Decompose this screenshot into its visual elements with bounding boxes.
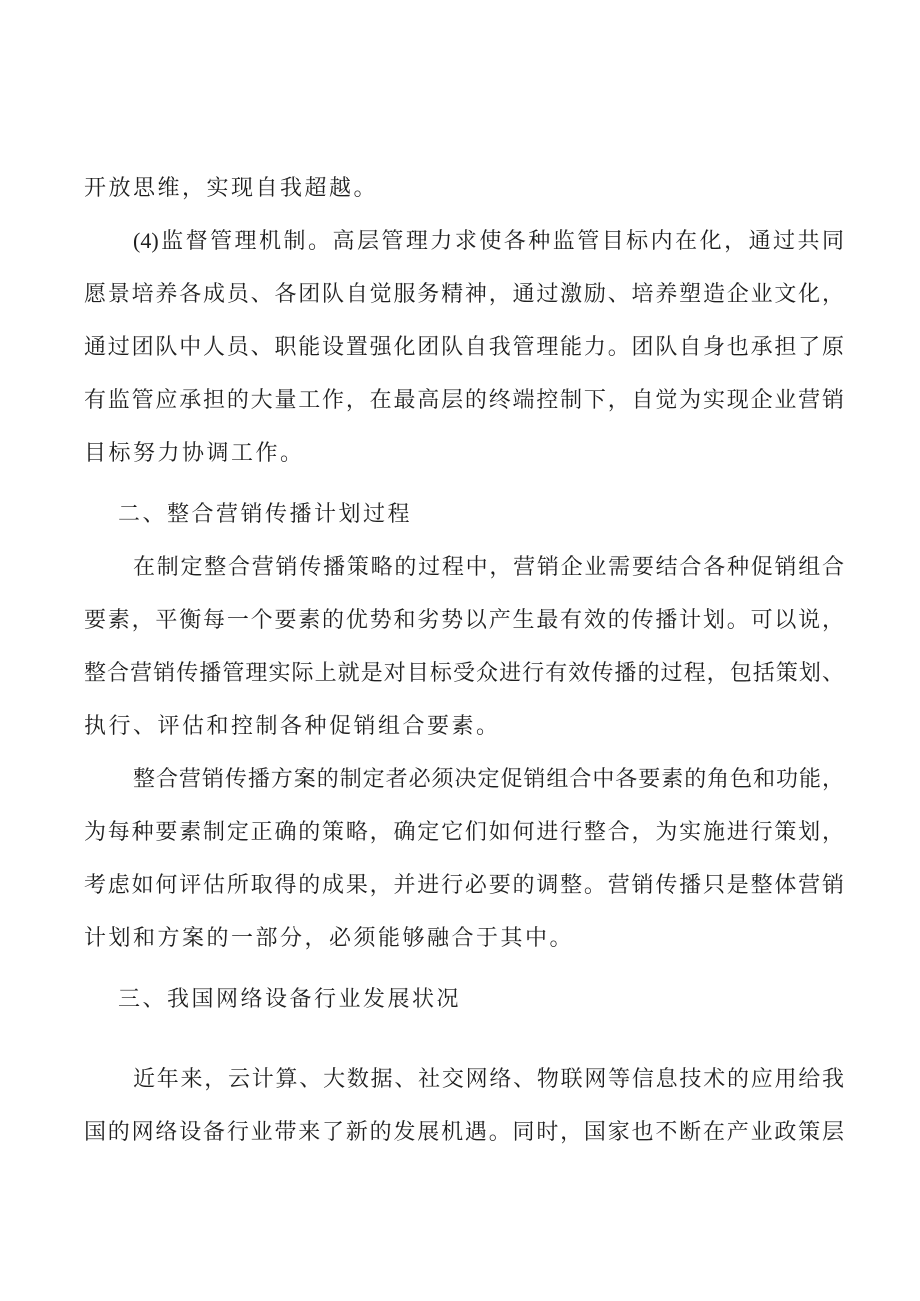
text-line: 国的网络设备行业带来了新的发展机遇。同时，国家也不断在产业政策层 — [84, 1119, 844, 1144]
paragraph-imc-planning-1 — [84, 540, 844, 752]
text-line: 执行、评估和控制各种促销组合要素。 — [84, 713, 501, 738]
document-body — [84, 161, 844, 1158]
text-line: 整合营销传播方案的制定者必须决定促销组合中各要素的角色和功能， — [133, 766, 844, 791]
text-line: 整合营销传播管理实际上就是对目标受众进行有效传播的过程，包括策划、 — [84, 660, 844, 685]
text-line: 考虑如何评估所取得的成果，并进行必要的调整。营销传播只是整体营销 — [84, 872, 844, 897]
paragraph-continuation — [84, 161, 844, 214]
heading-line: 二、整合营销传播计划过程 — [118, 501, 413, 526]
section-heading-2 — [84, 487, 844, 540]
text-line: (4)监督管理机制。高层管理力求使各种监管目标内在化，通过共同 — [133, 228, 844, 253]
paragraph-network-industry — [84, 1052, 844, 1158]
text-line: 要素，平衡每一个要素的优势和劣势以产生最有效的传播计划。可以说， — [84, 607, 844, 632]
text-line: 有监管应承担的大量工作，在最高层的终端控制下，自觉为实现企业营销 — [84, 387, 844, 412]
text-line: 目标努力协调工作。 — [84, 440, 305, 465]
heading-line: 三、我国网络设备行业发展状况 — [118, 986, 462, 1011]
text-line: 计划和方案的一部分，必须能够融合于其中。 — [84, 925, 575, 950]
text-line: 近年来，云计算、大数据、社交网络、物联网等信息技术的应用给我 — [133, 1066, 844, 1091]
text-line: 通过团队中人员、职能设置强化团队自我管理能力。团队自身也承担了原 — [84, 334, 844, 359]
section-heading-3 — [84, 972, 844, 1025]
paragraph-imc-planning-2 — [84, 752, 844, 964]
text-line: 在制定整合营销传播策略的过程中，营销企业需要结合各种促销组合 — [133, 554, 844, 579]
text-line: 开放思维，实现自我超越。 — [84, 175, 379, 200]
paragraph-supervision-mechanism — [84, 214, 844, 479]
text-line: 愿景培养各成员、各团队自觉服务精神，通过激励、培养塑造企业文化， — [84, 281, 844, 306]
text-line: 为每种要素制定正确的策略，确定它们如何进行整合，为实施进行策划， — [84, 819, 844, 844]
